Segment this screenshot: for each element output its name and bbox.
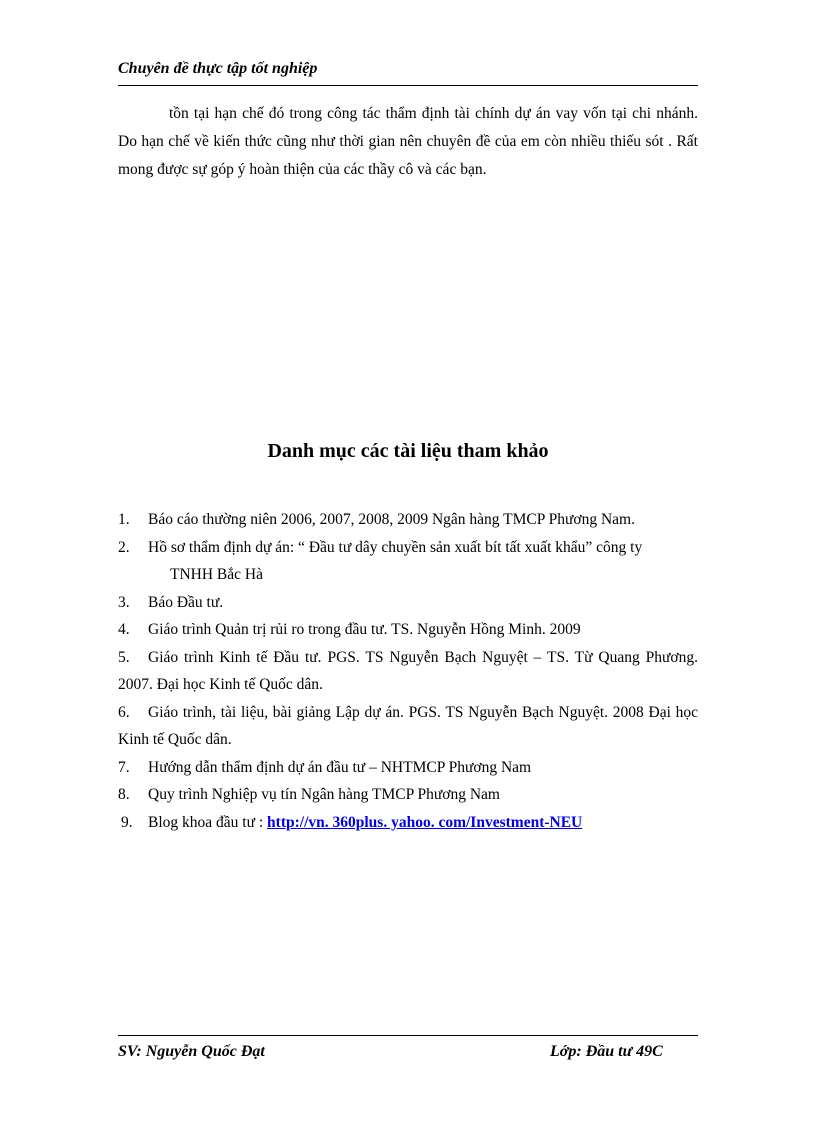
closing-paragraph: [118, 100, 698, 184]
reference-text: Blog khoa đầu tư :: [148, 813, 268, 831]
references-list: [118, 506, 698, 836]
reference-number: 9.: [121, 813, 133, 831]
reference-text: Hồ sơ thẩm định dự án: “ Đầu tư dây chuyền sản xuất bít tất xuất khẩu” công ty: [148, 538, 643, 556]
reference-item: [118, 589, 698, 617]
reference-item: [118, 754, 698, 782]
references-heading: Danh mục các tài liệu tham khảo: [267, 440, 549, 462]
reference-number: 4.: [118, 621, 130, 638]
reference-text: Giáo trình Quản trị rủi ro trong đầu tư. TS. Nguyễn Hồng Minh. 2009: [148, 621, 581, 638]
reference-item: [118, 699, 698, 754]
reference-number: 5.: [118, 648, 130, 666]
reference-item: [118, 644, 698, 699]
footer-class-name: Lớp: Đầu tư 49C: [550, 1043, 663, 1060]
reference-number: 8.: [118, 786, 130, 803]
reference-item: [118, 506, 698, 534]
closing-paragraph-text: tồn tại hạn chế đó trong công tác thẩm định tài chính dự án vay vốn tại chi nhánh. Do hạn chế về kiến thức cũng như thời gian nên chuyên đề của em còn nhiều thiếu sót . Rất mong được sự góp ý hoàn thiện của các thầy cô và các bạn.: [118, 105, 698, 178]
reference-text: Quy trình Nghiệp vụ tín Ngân hàng TMCP Phương Nam: [148, 786, 500, 803]
blog-link[interactable]: http://vn. 360plus. yahoo. com/Investment-NEU: [267, 813, 583, 831]
reference-number: 2.: [118, 538, 130, 556]
reference-text: Giáo trình, tài liệu, bài giảng Lập dự án. PGS. TS Nguyễn Bạch Nguyệt. 2008 Đại học Kinh tế Quốc dân.: [118, 703, 698, 748]
header-divider: [118, 85, 698, 86]
reference-number: 3.: [118, 593, 130, 611]
reference-number: 6.: [118, 703, 130, 721]
reference-text: Hướng dẫn thẩm định dự án đầu tư – NHTMCP Phương Nam: [148, 758, 532, 776]
reference-number: 7.: [118, 758, 130, 776]
reference-item: [118, 781, 698, 809]
footer-student-name: SV: Nguyễn Quốc Đạt: [118, 1043, 265, 1060]
reference-number: 1.: [118, 511, 130, 528]
reference-item: [118, 809, 698, 837]
footer-divider: [118, 1035, 698, 1036]
reference-text: Báo Đầu tư.: [148, 593, 224, 611]
reference-item: [118, 616, 698, 644]
reference-item: [118, 534, 698, 589]
reference-text: Báo cáo thường niên 2006, 2007, 2008, 2009 Ngân hàng TMCP Phương Nam.: [148, 511, 635, 528]
reference-text: Giáo trình Kinh tế Đầu tư. PGS. TS Nguyễn Bạch Nguyệt – TS. Từ Quang Phương. 2007. Đại học Kinh tế Quốc dân.: [118, 648, 698, 693]
page-header-title: Chuyên đề thực tập tốt nghiệp: [118, 60, 318, 77]
reference-text-continued: TNHH Bắc Hà: [170, 566, 263, 583]
